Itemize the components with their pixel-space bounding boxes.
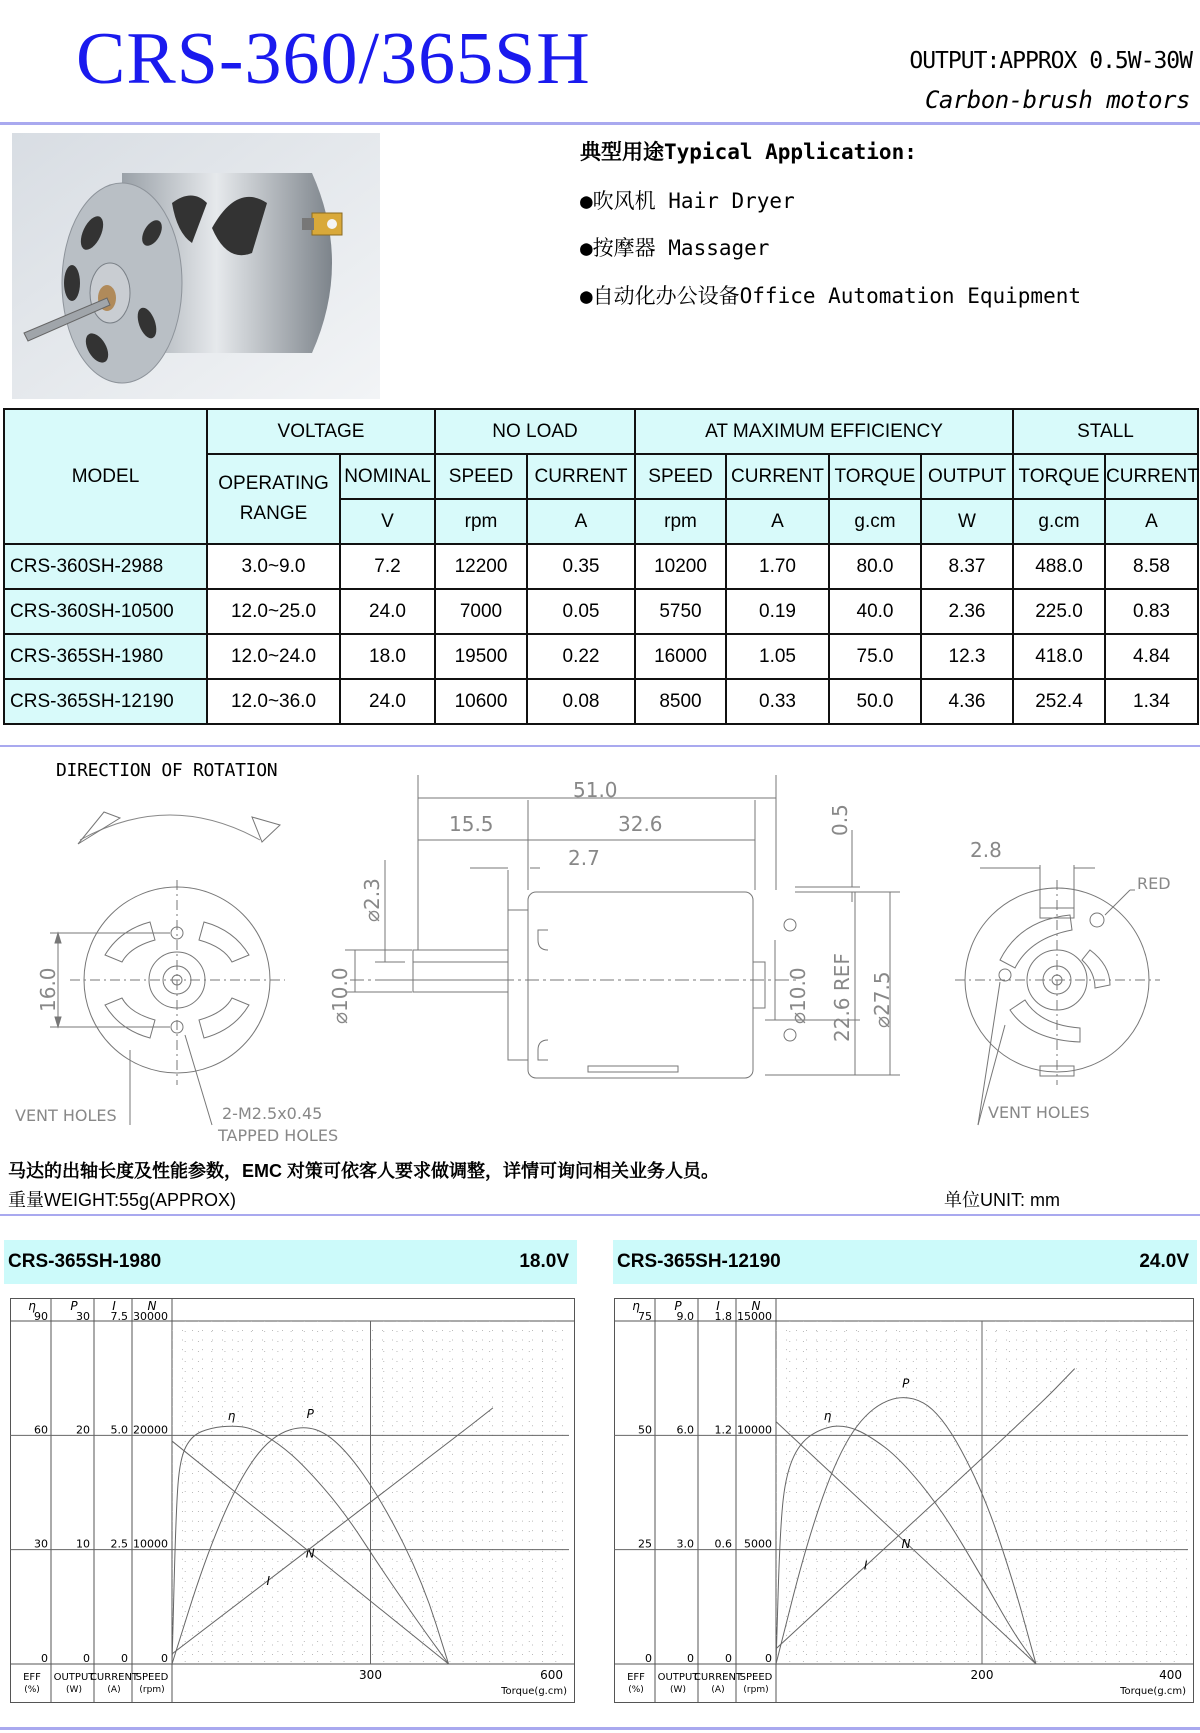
x-tick-label: 300 [359, 1668, 382, 1682]
dim-rear-boss-diameter: ⌀10.0 [786, 967, 810, 1024]
table-cell: 0.35 [527, 544, 635, 589]
output-range: OUTPUT:APPROX 0.5W-30W [909, 48, 1192, 74]
axis-tick-label: 0 [765, 1652, 772, 1665]
column-header: CURRENT [527, 454, 635, 499]
axis-tick-label: 1.8 [714, 1310, 732, 1323]
table-cell: 8.37 [921, 544, 1013, 589]
max-efficiency-header: AT MAXIMUM EFFICIENCY [635, 409, 1013, 454]
unit-header: A [726, 499, 829, 544]
axis-tick-label: 7.5 [110, 1310, 128, 1323]
axis-unit: (%) [24, 1685, 40, 1695]
series-label: N [305, 1546, 315, 1561]
table-cell: 418.0 [1013, 634, 1105, 679]
unit-header: A [1105, 499, 1198, 544]
operating-range-header: OPERATING RANGE [207, 454, 340, 544]
axis-tick-label: 0 [725, 1652, 732, 1665]
axis-tick-label: 5000 [744, 1537, 772, 1551]
axis-symbol: P [674, 1299, 682, 1313]
dim-overall-length: 51.0 [573, 778, 618, 802]
series-label: P [306, 1406, 314, 1421]
divider [0, 745, 1200, 747]
table-cell: 12.0~24.0 [207, 634, 340, 679]
axis-tick-label: 0 [645, 1652, 652, 1665]
table-cell: 24.0 [340, 589, 435, 634]
red-terminal-label: RED [1137, 874, 1171, 893]
table-row [4, 544, 1198, 589]
table-cell: 5750 [635, 589, 726, 634]
dim-shaft-diameter: ⌀2.3 [360, 878, 384, 922]
axis-unit: (rpm) [139, 1685, 165, 1695]
column-header: CURRENT [1105, 454, 1198, 499]
table-cell: 4.36 [921, 679, 1013, 724]
page-title: CRS-360/365SH [76, 18, 591, 100]
column-header: TORQUE [1013, 454, 1105, 499]
table-cell: 4.84 [1105, 634, 1198, 679]
model-cell: CRS-365SH-12190 [4, 679, 207, 724]
chart-header-2 [613, 1240, 1197, 1284]
performance-chart-1 [10, 1298, 575, 1703]
axis-tick-label: 15000 [737, 1310, 772, 1323]
axis-name: CURRENT [693, 1672, 743, 1683]
axis-tick-label: 75 [638, 1310, 652, 1323]
table-cell: 24.0 [340, 679, 435, 724]
dim-boss-length: 2.7 [568, 846, 600, 870]
column-header: TORQUE [829, 454, 921, 499]
stall-header: STALL [1013, 409, 1198, 454]
axis-tick-label: 10 [76, 1537, 90, 1551]
axis-unit: (W) [66, 1685, 82, 1695]
table-row [4, 679, 1198, 724]
table-cell: 10600 [435, 679, 527, 724]
subtitle: Carbon-brush motors [924, 86, 1190, 114]
axis-tick-label: 0 [41, 1652, 48, 1665]
axis-tick-label: 0 [161, 1652, 168, 1665]
unit-header: g.cm [1013, 499, 1105, 544]
table-cell: 7.2 [340, 544, 435, 589]
table-cell: 18.0 [340, 634, 435, 679]
table-cell: 0.22 [527, 634, 635, 679]
technical-drawing [0, 750, 1200, 1150]
axis-tick-label: 25 [638, 1537, 652, 1551]
divider [0, 1727, 1200, 1730]
x-axis-label: Torque(g.cm) [501, 1686, 567, 1697]
dim-ref-height: 22.6 REF [830, 953, 854, 1042]
axis-unit: (A) [711, 1685, 725, 1695]
direction-of-rotation-label: DIRECTION OF ROTATION [56, 760, 278, 781]
chart-voltage: 18.0V [519, 1251, 569, 1272]
axis-tick-label: 3.0 [676, 1537, 694, 1551]
axis-tick-label: 10000 [133, 1537, 168, 1551]
table-cell: 0.19 [726, 589, 829, 634]
chart-title: CRS-365SH-12190 [617, 1251, 781, 1272]
table-row [4, 589, 1198, 634]
axis-symbol: η [632, 1299, 640, 1313]
axis-name: SPEED [135, 1672, 169, 1683]
dim-terminal-width: 2.8 [970, 838, 1002, 862]
unit-header: rpm [635, 499, 726, 544]
table-cell: 12.0~25.0 [207, 589, 340, 634]
axis-name: EFF [23, 1672, 41, 1683]
dim-shaft-length: 15.5 [449, 812, 494, 836]
application-item: ●按摩器 Massager [580, 236, 770, 260]
table-cell: 252.4 [1013, 679, 1105, 724]
axis-unit: (W) [670, 1685, 686, 1695]
table-cell: 0.08 [527, 679, 635, 724]
dim-body-length: 32.6 [618, 812, 663, 836]
axis-symbol: I [716, 1299, 720, 1313]
table-cell: 0.33 [726, 679, 829, 724]
axis-name: EFF [627, 1672, 645, 1683]
axis-symbol: I [112, 1299, 116, 1313]
table-cell: 12.3 [921, 634, 1013, 679]
x-tick-label: 400 [1159, 1668, 1182, 1682]
column-header: NOMINAL [340, 454, 435, 499]
table-cell: 1.70 [726, 544, 829, 589]
axis-symbol: N [147, 1299, 157, 1313]
axis-tick-label: 60 [34, 1423, 48, 1437]
weight-note: 重量WEIGHT:55g(APPROX) [8, 1190, 237, 1210]
column-header: OUTPUT [921, 454, 1013, 499]
table-cell: 488.0 [1013, 544, 1105, 589]
column-header: SPEED [635, 454, 726, 499]
axis-name: OUTPUT [53, 1672, 95, 1683]
model-cell: CRS-360SH-2988 [4, 544, 207, 589]
axis-tick-label: 1.2 [714, 1423, 732, 1437]
axis-tick-label: 5.0 [110, 1423, 128, 1437]
table-cell: 1.05 [726, 634, 829, 679]
x-tick-label: 600 [540, 1668, 563, 1682]
vent-holes-label: VENT HOLES [15, 1106, 117, 1125]
x-axis-label: Torque(g.cm) [1120, 1686, 1186, 1697]
table-cell: 8500 [635, 679, 726, 724]
customization-note: 马达的出轴长度及性能参数，EMC 对策可依客人要求做调整，详情可询问相关业务人员。 [8, 1161, 719, 1181]
axis-tick-label: 10000 [737, 1423, 772, 1437]
table-cell: 75.0 [829, 634, 921, 679]
model-header: MODEL [4, 409, 207, 544]
table-cell: 10200 [635, 544, 726, 589]
axis-tick-label: 90 [34, 1310, 48, 1323]
axis-tick-label: 2.5 [110, 1537, 128, 1551]
series-label: I [266, 1574, 271, 1589]
vent-holes-label: VENT HOLES [988, 1103, 1090, 1122]
series-label: η [227, 1408, 236, 1423]
axis-tick-label: 30000 [133, 1310, 168, 1323]
product-photo [12, 133, 380, 399]
axis-tick-label: 0 [121, 1652, 128, 1665]
axis-name: SPEED [739, 1672, 773, 1683]
axis-tick-label: 0.6 [714, 1537, 732, 1551]
table-cell: 225.0 [1013, 589, 1105, 634]
unit-header: rpm [435, 499, 527, 544]
unit-header: W [921, 499, 1013, 544]
application-item: ●自动化办公设备Office Automation Equipment [580, 284, 1082, 308]
table-cell: 40.0 [829, 589, 921, 634]
axis-symbol: η [28, 1299, 36, 1313]
axis-unit: (%) [628, 1685, 644, 1695]
axis-tick-label: 6.0 [676, 1423, 694, 1437]
dim-body-diameter: ⌀27.5 [870, 971, 894, 1028]
series-label: P [902, 1376, 910, 1391]
series-label: N [901, 1536, 911, 1551]
table-cell: 12200 [435, 544, 527, 589]
dim-hole-spacing: 16.0 [36, 967, 60, 1012]
column-header: CURRENT [726, 454, 829, 499]
axis-tick-label: 20000 [133, 1423, 168, 1437]
model-cell: CRS-360SH-10500 [4, 589, 207, 634]
axis-tick-label: 50 [638, 1423, 652, 1437]
axis-symbol: P [70, 1299, 78, 1313]
table-cell: 3.0~9.0 [207, 544, 340, 589]
axis-name: OUTPUT [657, 1672, 699, 1683]
unit-header: V [340, 499, 435, 544]
axis-unit: (rpm) [743, 1685, 769, 1695]
series-label: η [823, 1409, 832, 1424]
divider [0, 1214, 1200, 1216]
axis-symbol: N [751, 1299, 761, 1313]
table-cell: 2.36 [921, 589, 1013, 634]
table-cell: 50.0 [829, 679, 921, 724]
application-item: ●吹风机 Hair Dryer [580, 189, 795, 213]
chart-voltage: 24.0V [1139, 1251, 1189, 1272]
table-row [4, 634, 1198, 679]
tapped-holes-spec: 2-M2.5x0.45 [222, 1104, 323, 1123]
table-cell: 7000 [435, 589, 527, 634]
axis-tick-label: 9.0 [676, 1310, 694, 1323]
table-cell: 12.0~36.0 [207, 679, 340, 724]
chart-header-1 [4, 1240, 577, 1284]
table-cell: 80.0 [829, 544, 921, 589]
series-label: I [863, 1558, 868, 1573]
table-cell: 16000 [635, 634, 726, 679]
table-cell: 0.83 [1105, 589, 1198, 634]
axis-tick-label: 30 [34, 1537, 48, 1551]
application-title: 典型用途Typical Application: [580, 140, 917, 164]
series-line [172, 1426, 449, 1664]
axis-tick-label: 20 [76, 1423, 90, 1437]
axis-unit: (A) [107, 1685, 121, 1695]
axis-tick-label: 0 [687, 1652, 694, 1665]
model-cell: CRS-365SH-1980 [4, 634, 207, 679]
x-tick-label: 200 [970, 1668, 994, 1682]
tapped-holes-label: TAPPED HOLES [218, 1126, 339, 1145]
divider [0, 122, 1200, 125]
column-header: SPEED [435, 454, 527, 499]
axis-name: CURRENT [89, 1672, 139, 1683]
spec-table [3, 408, 1199, 725]
dim-boss-diameter: ⌀10.0 [328, 967, 352, 1024]
axis-tick-label: 0 [83, 1652, 90, 1665]
unit-header: g.cm [829, 499, 921, 544]
table-cell: 1.34 [1105, 679, 1198, 724]
table-cell: 0.05 [527, 589, 635, 634]
unit-note: 单位UNIT: mm [944, 1190, 1060, 1210]
unit-header: A [527, 499, 635, 544]
series-line [776, 1369, 1075, 1649]
chart-title: CRS-365SH-1980 [8, 1251, 162, 1272]
table-cell: 8.58 [1105, 544, 1198, 589]
no-load-header: NO LOAD [435, 409, 635, 454]
table-cell: 19500 [435, 634, 527, 679]
voltage-header: VOLTAGE [207, 409, 435, 454]
performance-chart-2 [614, 1298, 1194, 1703]
dim-terminal-gap: 0.5 [828, 804, 852, 836]
axis-tick-label: 30 [76, 1310, 90, 1323]
